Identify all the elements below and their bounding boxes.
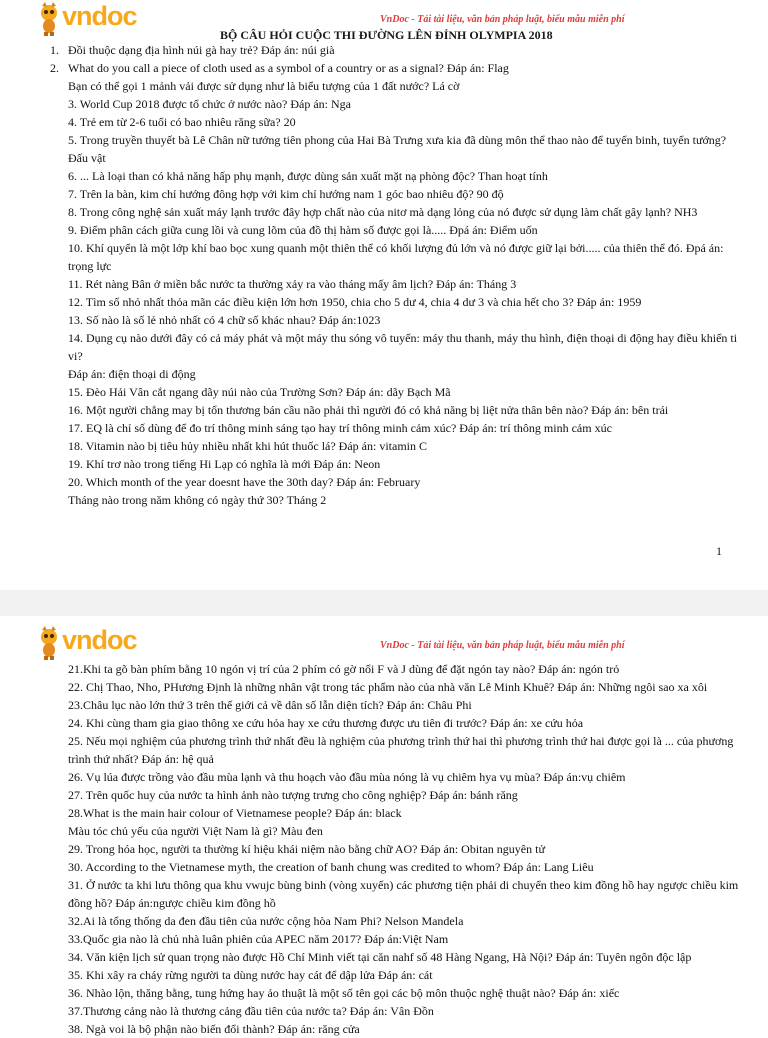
question-line: 11. Rét nàng Bân ở miền bắc nước ta thường xảy ra vào tháng mấy âm lịch? Đáp án: Tháng 3 — [68, 277, 517, 291]
question-line: 26. Vụ lúa được trồng vào đầu mùa lạnh và thu hoạch vào đầu mùa nóng là vụ chiêm hya vụ mùa? Đáp án:vụ chiêm — [68, 770, 626, 784]
question-list — [50, 41, 748, 509]
question-line: 36. Nhào lộn, thăng bằng, tung hứng hay ảo thuật là một số tên gọi các bộ môn thuộc nghệ thuật nào? Đáp án: xiếc — [68, 986, 620, 1000]
question-line: 24. Khi cùng tham gia giao thông xe cứu hỏa hay xe cứu thương được ưu tiên đi trước? Đáp án: xe cứu hỏa — [68, 716, 584, 730]
question-line: 9. Điểm phân cách giữa cung lồi và cung lõm của đồ thị hàm số được gọi là..... Đpá án: Điểm uốn — [68, 223, 538, 237]
document-title: BỘ CÂU HỎI CUỘC THI ĐƯỜNG LÊN ĐỈNH OLYMPIA 2018 — [220, 28, 553, 42]
document-page-2 — [0, 616, 768, 1036]
vndoc-logo — [36, 0, 146, 36]
question-line: 17. EQ là chỉ số dùng để đo trí thông minh sáng tạo hay trí thông minh cảm xúc? Đáp án: trí thông minh cảm xúc — [68, 421, 612, 435]
question-line: 22. Chị Thao, Nho, PHương Định là những nhân vật trong tác phẩm nào của nhà văn Lê Minh Khuê? Đáp án: Những ngôi sao xa xôi — [68, 680, 708, 694]
question-line: Bạn có thể gọi 1 mảnh vải được sử dụng như là biểu tượng của 1 đất nước? Lá cờ — [68, 79, 460, 93]
item-number: 2. — [50, 61, 59, 75]
question-line: 2. What do you call a piece of cloth used as a symbol of a country or as a signal? Đáp án: Flag — [50, 61, 509, 75]
question-line: 4. Trẻ em từ 2-6 tuổi có bao nhiêu răng sữa? 20 — [68, 115, 296, 129]
question-line: 5. Trong truyền thuyết bà Lê Chân nữ tướng tiên phong của Hai Bà Trưng xưa kia đã dùng môn thể thao nào để tuyển binh, tuyển tướng? Đấu vật — [68, 133, 727, 165]
question-line: 29. Trong hóa học, người ta thường kí hiệu khái niệm nào bằng chữ AO? Đáp án: Obitan nguyên tử — [68, 842, 545, 856]
question-line: 33.Quốc gia nào là chủ nhà luân phiên của APEC năm 2017? Đáp án:Việt Nam — [68, 932, 449, 946]
brand-name: vndoc — [62, 1, 137, 31]
question-list — [68, 660, 748, 1038]
question-line: 34. Văn kiện lịch sử quan trọng nào được Hồ Chí Minh viết tại căn nahf số 48 Hàng Ngang, Hà Nội? Đáp án: Tuyên ngôn độc lập — [68, 950, 692, 964]
item-number: 1. — [50, 43, 59, 57]
question-line: Đáp án: điện thoại di động — [68, 367, 196, 381]
brand-name: vndoc — [62, 625, 137, 655]
header-tagline: VnDoc - Tải tài liệu, văn bản pháp luật, biểu mẫu miễn phí — [380, 640, 625, 651]
question-line: 35. Khi xây ra cháy rừng người ta dùng nước hay cát để dập lửa Đáp án: cát — [68, 968, 433, 982]
mascot-icon — [36, 2, 62, 36]
question-line: 37.Thương cảng nào là thương cảng đầu tiên của nước ta? Đáp án: Vân Đồn — [68, 1004, 434, 1018]
question-line: 7. Trên la bàn, kim chỉ hướng đông hợp với kim chỉ hướng nam 1 góc bao nhiêu độ? 90 độ — [68, 187, 504, 201]
question-line: 27. Trên quốc huy của nước ta hình ảnh nào tượng trưng cho công nghiệp? Đáp án: bánh răng — [68, 788, 518, 802]
question-line: 16. Một người chẳng may bị tổn thương bán cầu não phải thì người đó có khả năng bị liệt nửa thân bên nào? Đáp án: bên trái — [68, 403, 669, 417]
question-line: 19. Khí trơ nào trong tiếng Hi Lạp có nghĩa là mới Đáp án: Neon — [68, 457, 381, 471]
question-line: 13. Số nào là số lẻ nhỏ nhất có 4 chữ số khác nhau? Đáp án:1023 — [68, 313, 381, 327]
question-line: 15. Đèo Hải Vân cắt ngang dãy núi nào của Trường Sơn? Đáp án: dãy Bạch Mã — [68, 385, 451, 399]
question-line: 25. Nếu mọi nghiệm của phương trình thứ nhất đều là nghiệm của phương trình thứ hai thì phương trình thứ hai được gọi là ... của phương trình thứ nhất? Đáp án: hệ quả — [68, 734, 734, 766]
question-line: 12. Tìm số nhỏ nhất thỏa mãn các điều kiện lớn hơn 1950, chia cho 5 dư 4, chia 4 dư 3 và chia hết cho 3? Đáp án: 1959 — [68, 295, 642, 309]
page-number: 1 — [716, 544, 722, 558]
question-line: 31. Ở nước ta khi lưu thông qua khu vwujc bùng binh (vòng xuyến) các phương tiện phải di chuyển theo kim đồng hồ hay ngược chiều kim đồng hồ? Đáp án:ngược chiều kim đồng hồ — [68, 878, 739, 910]
vndoc-logo — [36, 624, 146, 660]
question-line: Tháng nào trong năm không có ngày thứ 30? Tháng 2 — [68, 493, 327, 507]
question-line: Màu tóc chủ yếu của người Việt Nam là gì? Màu đen — [68, 824, 323, 838]
question-line: 1. Đồi thuộc dạng địa hình núi gà hay trẻ? Đáp án: núi già — [50, 43, 335, 57]
mascot-icon — [36, 626, 62, 660]
page-separator — [0, 590, 768, 616]
question-line: 20. Which month of the year doesnt have the 30th day? Đáp án: February — [68, 475, 421, 489]
question-line: 18. Vitamin nào bị tiêu hủy nhiều nhất khi hút thuốc lá? Đáp án: vitamin C — [68, 439, 427, 453]
question-line: 3. World Cup 2018 được tổ chức ở nước nào? Đáp án: Nga — [68, 97, 351, 111]
question-line: 32.Ai là tổng thống da đen đầu tiên của nước cộng hòa Nam Phi? Nelson Mandela — [68, 914, 464, 928]
question-line: 21.Khi ta gõ bàn phím bằng 10 ngón vị trí của 2 phím có gờ nổi F và J dùng để đặt ngón tay nào? Đáp án: ngón trỏ — [68, 662, 620, 676]
question-line: 6. ... Là loại than có khả năng hấp phụ mạnh, được dùng sản xuất mặt nạ phòng độc? Than hoạt tính — [68, 169, 548, 183]
question-line: 28.What is the main hair colour of Vietnamese people? Đáp án: black — [68, 806, 402, 820]
question-line: 14. Dụng cụ nào dưới đây có cả máy phát và một máy thu sóng vô tuyến: máy thu thanh, máy thu hình, điện thoại di động hay điều khiển ti vi? — [68, 331, 738, 363]
question-line: 38. Ngà voi là bộ phận nào biến đổi thành? Đáp án: răng cửa — [68, 1022, 360, 1036]
question-line: 10. Khí quyển là một lớp khí bao bọc xung quanh một thiên thể có khối lượng đủ lớn và nó được giữ lại bởi..... của thiên thể đó. Đpá án: trọng lực — [68, 241, 724, 273]
question-line: 8. Trong công nghệ sản xuất máy lạnh trước đây hợp chất nào của nitơ mà dạng lỏng của nó được sử dụng làm chất gây lạnh? NH3 — [68, 205, 698, 219]
question-line: 30. According to the Vietnamese myth, the creation of banh chung was credited to whom? Đáp án: Lang Liêu — [68, 860, 594, 874]
header-tagline: VnDoc - Tải tài liệu, văn bản pháp luật, biểu mẫu miễn phí — [380, 14, 625, 25]
question-line: 23.Châu lục nào lớn thứ 3 trên thế giới cả về dân số lẫn diện tích? Đáp án: Châu Phi — [68, 698, 472, 712]
